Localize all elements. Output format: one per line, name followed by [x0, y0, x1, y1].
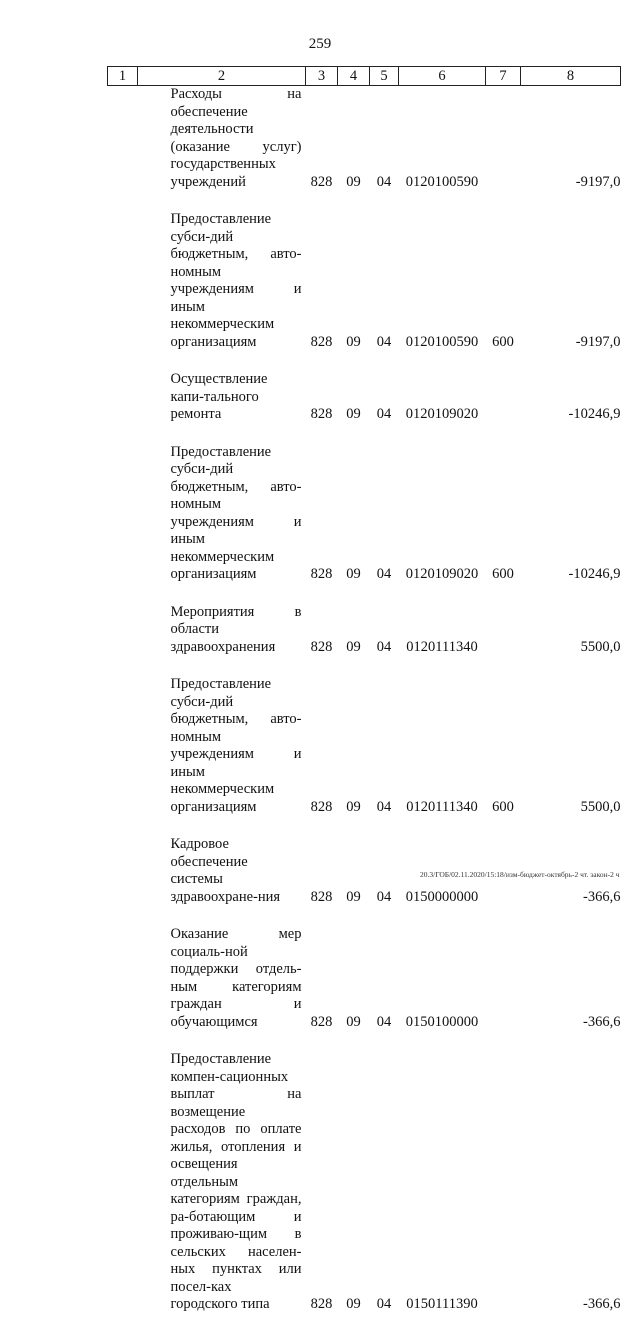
row-target-code: 0150111390: [406, 1296, 478, 1312]
row-name-cell: Расходы на обеспечение деятельности (оказание услуг) государственных учреждений: [170, 86, 302, 190]
row-section-code: 09: [346, 638, 361, 655]
row-expense-type: [486, 604, 521, 677]
row-spacer-cell: [108, 444, 138, 604]
row-amount: -9197,0: [575, 173, 621, 190]
column-header: 2: [138, 67, 306, 86]
row-amount: -10246,9: [568, 566, 621, 582]
row-section-code: 09: [346, 1296, 361, 1312]
row-expense-type: [486, 1051, 521, 1334]
budget-table: [107, 66, 621, 1334]
row-target-code: 0120111340: [406, 798, 478, 815]
row-expense-type: [486, 371, 521, 444]
column-header: 1: [108, 67, 138, 86]
row-ministry-code: 828: [310, 566, 333, 582]
row-ministry-code: 828: [310, 638, 333, 655]
table-row: [108, 444, 621, 604]
row-name-cell: Предоставление субси-дий бюджетным, авто-номным учреждениям и иным некоммерческим организациям: [170, 443, 302, 582]
row-ministry-code: 828: [310, 888, 333, 905]
document-footer: 20.3/ГОБ/02.11.2020/15:18/изм-бюджет-октябрь-2 чт. закон-2 ч: [420, 870, 620, 879]
column-header: 8: [521, 67, 621, 86]
row-target-code: 0120109020: [405, 566, 479, 582]
row-subsection-code: 04: [376, 638, 392, 655]
row-section-code: 09: [346, 173, 361, 190]
row-target-code: 0120100590: [405, 333, 479, 350]
row-name-cell: Предоставление компен-сационных выплат на возмещение расходов по оплате жилья, отопления и освещения отдельным категориям граждан, ра-ботающим и проживаю-щим в сельских населен-ных пунктах или посел-ках городского типа: [170, 1051, 302, 1312]
page-number: 259: [308, 36, 332, 52]
row-subsection-code: 04: [376, 1296, 392, 1312]
table-row: [108, 371, 621, 444]
row-amount: 5500,0: [580, 638, 621, 655]
table-row: [108, 676, 621, 836]
row-amount: 5500,0: [580, 798, 621, 815]
row-expense-type: [486, 836, 521, 926]
table-row: [108, 604, 621, 677]
row-name-cell: Оказание мер социаль-ной поддержки отдель-ным категориям граждан и обучающимся: [170, 926, 302, 1030]
row-target-code: 0120111340: [406, 638, 478, 655]
row-section-code: 09: [346, 798, 361, 815]
row-amount: -10246,9: [568, 406, 621, 422]
row-name-cell: Предоставление субси-дий бюджетным, авто-номным учреждениям и иным некоммерческим организациям: [170, 211, 302, 350]
row-spacer-cell: [108, 676, 138, 836]
row-subsection-code: 04: [376, 333, 392, 350]
column-header: 6: [399, 67, 486, 86]
row-amount: -366,6: [583, 888, 621, 905]
row-expense-type: [486, 926, 521, 1051]
row-ministry-code: 828: [310, 798, 333, 815]
row-ministry-code: 828: [310, 1013, 333, 1030]
row-spacer-cell: [108, 371, 138, 444]
row-subsection-code: 04: [376, 406, 392, 422]
row-expense-type: 600: [492, 333, 514, 350]
row-ministry-code: 828: [310, 173, 333, 190]
row-spacer-cell: [108, 836, 138, 926]
table-row: [108, 86, 621, 212]
row-amount: -366,6: [583, 1013, 621, 1030]
row-target-code: 0120109020: [405, 406, 479, 422]
row-subsection-code: 04: [376, 1013, 392, 1030]
column-header: 4: [338, 67, 370, 86]
row-subsection-code: 04: [376, 798, 392, 815]
table-row: [108, 836, 621, 926]
row-ministry-code: 828: [310, 333, 333, 350]
row-section-code: 09: [346, 1013, 361, 1030]
table-row: [108, 1051, 621, 1334]
row-target-code: 0150000000: [405, 888, 479, 905]
table-row: [108, 926, 621, 1051]
row-subsection-code: 04: [376, 173, 392, 190]
row-spacer-cell: [108, 211, 138, 371]
table-row: [108, 211, 621, 371]
row-spacer-cell: [108, 926, 138, 1051]
row-name-cell: Кадровое обеспечение системы здравоохране-ния: [170, 836, 281, 905]
row-name-cell: Осуществление капи-тального ремонта: [170, 371, 268, 422]
column-header: 5: [370, 67, 399, 86]
row-spacer-cell: [108, 1051, 138, 1334]
row-section-code: 09: [346, 333, 361, 350]
row-subsection-code: 04: [376, 888, 392, 905]
row-amount: -366,6: [583, 1296, 621, 1312]
row-spacer-cell: [108, 604, 138, 677]
row-target-code: 0120100590: [405, 173, 479, 190]
row-subsection-code: 04: [376, 566, 392, 582]
row-expense-type: 600: [492, 566, 514, 582]
row-section-code: 09: [346, 566, 361, 582]
row-expense-type: 600: [492, 798, 514, 815]
row-ministry-code: 828: [310, 1296, 333, 1312]
row-section-code: 09: [346, 406, 361, 422]
column-header: 3: [306, 67, 338, 86]
row-target-code: 0150100000: [405, 1013, 479, 1030]
row-ministry-code: 828: [310, 406, 333, 422]
row-name-cell: Мероприятия в области здравоохранения: [170, 603, 302, 655]
row-amount: -9197,0: [575, 333, 621, 350]
row-expense-type: [486, 86, 521, 212]
column-header: 7: [486, 67, 521, 86]
row-section-code: 09: [346, 888, 361, 905]
column-header-row: [108, 67, 621, 86]
row-spacer-cell: [108, 86, 138, 212]
row-name-cell: Предоставление субси-дий бюджетным, авто-номным учреждениям и иным некоммерческим организациям: [170, 676, 302, 815]
